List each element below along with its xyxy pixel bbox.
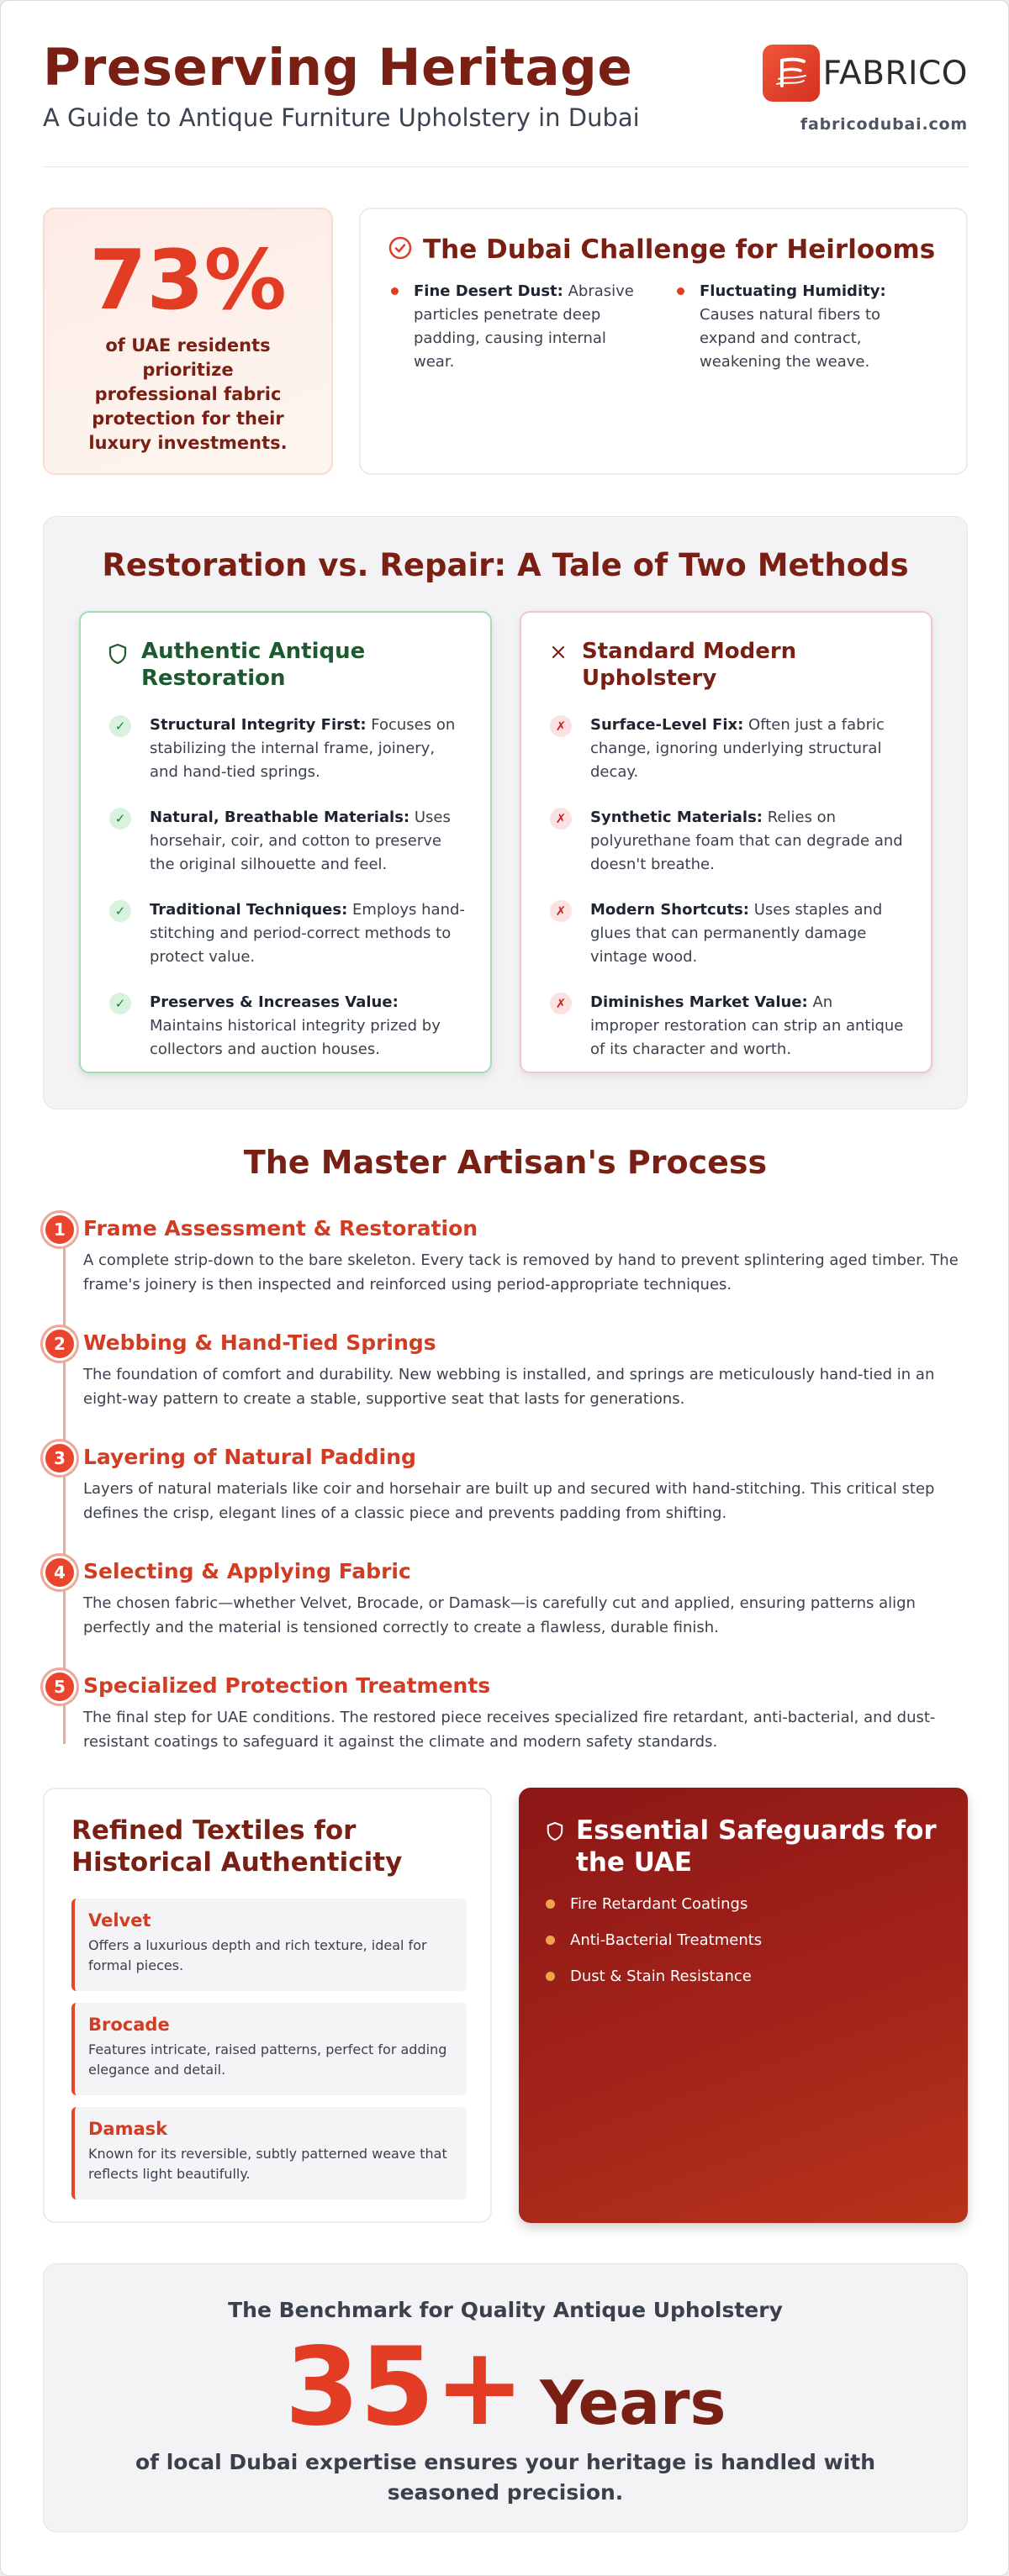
- brand-name: FABRICO: [822, 54, 968, 92]
- stat-text: of UAE residents prioritize professional fabric protection for their luxury investments.: [88, 335, 288, 453]
- bullet-dot: [546, 1899, 555, 1909]
- standard-title: Standard Modern Upholstery: [582, 639, 797, 691]
- fabric-item: [71, 1899, 467, 1991]
- page-subtitle: A Guide to Antique Furniture Upholstery in Dubai: [43, 103, 640, 132]
- fabric-name: Brocade: [88, 2015, 170, 2035]
- list-item: [109, 714, 465, 784]
- check-icon: ✓: [109, 808, 131, 830]
- challenge-item: [677, 280, 929, 374]
- textiles-card: [43, 1788, 492, 2223]
- list-item: [109, 898, 465, 969]
- step-description: Layers of natural materials like coir and horsehair are built up and secured with hand-stitching. This critical step defines the crisp, elegant lines of a classic piece and prevents padding from shifting.: [83, 1480, 935, 1522]
- fabric-description: Known for its reversible, subtly patterned weave that reflects light beautifully.: [88, 2146, 447, 2182]
- benchmark-figure: [44, 2325, 967, 2450]
- item-text: An improper restoration can strip an antique of its character and worth.: [590, 993, 904, 1058]
- process-title: The Master Artisan's Process: [243, 1144, 768, 1181]
- timeline-line: [63, 1230, 66, 1744]
- item-label: Preserves & Increases Value:: [150, 993, 399, 1011]
- x-mark-icon: ✗: [550, 808, 572, 830]
- item-label: Surface-Level Fix:: [590, 716, 744, 734]
- safeguard-item: [546, 1895, 762, 1913]
- x-mark-icon: ✗: [550, 715, 572, 737]
- close-icon: [548, 641, 568, 692]
- benchmark-text: of local Dubai expertise ensures your heritage is handled with seasoned precision.: [135, 2450, 876, 2505]
- item-label: Diminishes Market Value:: [590, 993, 808, 1011]
- step-title: Frame Assessment & Restoration: [83, 1216, 478, 1241]
- fabric-name: Velvet: [88, 1910, 151, 1931]
- page-title: Preserving Heritage: [43, 38, 633, 97]
- fabric-name: Damask: [88, 2119, 168, 2139]
- safeguard-item: [546, 1931, 762, 1949]
- item-label: Traditional Techniques:: [150, 901, 348, 919]
- textiles-title: Refined Textiles for Historical Authenticity: [71, 1815, 403, 1878]
- challenge-item-text: Causes natural fibers to expand and contract, weakening the weave.: [700, 306, 881, 371]
- fabric-description: Features intricate, raised patterns, perfect for adding elegance and detail.: [88, 2041, 447, 2078]
- bullet-dot: [391, 287, 399, 295]
- safeguard-text: Anti-Bacterial Treatments: [570, 1931, 763, 1949]
- step-number: 1: [43, 1213, 77, 1246]
- step-description: The foundation of comfort and durability. New webbing is installed, and springs are meticulously hand-tied in an eight-way pattern to create a stable, supportive seat that lasts for generations.: [83, 1366, 935, 1408]
- step-number: 2: [43, 1327, 77, 1361]
- x-mark-icon: ✗: [550, 900, 572, 922]
- benchmark-heading: The Benchmark for Quality Antique Upholstery: [228, 2298, 783, 2322]
- step-title: Webbing & Hand-Tied Springs: [83, 1330, 436, 1355]
- benchmark-unit: Years: [540, 2368, 726, 2438]
- fabric-item: [71, 2107, 467, 2199]
- fabrico-logo-icon: [763, 45, 820, 102]
- header: [43, 38, 968, 167]
- bullet-dot: [546, 1972, 555, 1981]
- item-label: Synthetic Materials:: [590, 809, 763, 826]
- challenge-item: [391, 280, 643, 374]
- list-item: [550, 806, 906, 877]
- check-icon: ✓: [109, 715, 131, 737]
- item-label: Modern Shortcuts:: [590, 901, 749, 919]
- item-label: Natural, Breathable Materials:: [150, 809, 410, 826]
- item-text: Relies on polyurethane foam that can degrade and doesn't breathe.: [590, 809, 903, 873]
- stat-card: [43, 208, 333, 475]
- step-number: 5: [43, 1670, 77, 1704]
- challenge-item-label: Fluctuating Humidity:: [700, 282, 886, 300]
- item-text: Employs hand-stitching and period-correct methods to protect value.: [150, 901, 465, 966]
- safeguards-card: [519, 1788, 968, 2223]
- step-title: Selecting & Applying Fabric: [83, 1559, 411, 1583]
- challenge-item-text: Abrasive particles penetrate deep padding, causing internal wear.: [414, 282, 634, 371]
- shield-icon: [546, 1821, 564, 1878]
- shield-icon: [108, 643, 128, 692]
- step-description: A complete strip-down to the bare skeleton. Every tack is removed by hand to prevent splintering aged timber. The frame's joinery is then inspected and reinforced using period-appropriate techniques.: [83, 1251, 959, 1293]
- brand-logo: [763, 45, 968, 102]
- comparison-section: [43, 516, 968, 1109]
- item-text: Often just a fabric change, ignoring underlying structural decay.: [590, 716, 885, 781]
- check-icon: ✓: [109, 900, 131, 922]
- list-item: [109, 806, 465, 877]
- step-title: Specialized Protection Treatments: [83, 1673, 491, 1698]
- safeguard-text: Dust & Stain Resistance: [570, 1968, 752, 1985]
- step-description: The final step for UAE conditions. The restored piece receives specialized fire retardant, anti-bacterial, and dust-resistant coatings to safeguard it against the climate and modern safety standards.: [83, 1709, 936, 1751]
- comparison-title: Restoration vs. Repair: A Tale of Two Methods: [102, 547, 909, 583]
- fabric-item: [71, 2003, 467, 2095]
- website-link[interactable]: fabricodubai.com: [800, 115, 968, 134]
- check-circle-icon: [388, 235, 413, 264]
- step-title: Layering of Natural Padding: [83, 1445, 416, 1469]
- safeguards-title: Essential Safeguards for the UAE: [576, 1815, 937, 1878]
- list-item: [550, 991, 906, 1061]
- step-number: 3: [43, 1441, 77, 1475]
- authentic-title: Authentic Antique Restoration: [141, 639, 366, 691]
- list-item: [109, 991, 465, 1061]
- check-icon: ✓: [109, 993, 131, 1014]
- benchmark-section: [43, 2263, 968, 2532]
- item-label: Structural Integrity First:: [150, 716, 367, 734]
- safeguard-item: [546, 1968, 762, 1985]
- challenge-title: The Dubai Challenge for Heirlooms: [423, 234, 936, 265]
- fabric-description: Offers a luxurious depth and rich texture, ideal for formal pieces.: [88, 1937, 427, 1973]
- stat-number: 73%: [89, 233, 287, 329]
- item-text: Maintains historical integrity prized by collectors and auction houses.: [150, 1017, 441, 1058]
- x-mark-icon: ✗: [550, 993, 572, 1014]
- standard-upholstery-card: [520, 611, 932, 1073]
- bullet-dot: [546, 1936, 555, 1945]
- list-item: [550, 714, 906, 784]
- item-text: Focuses on stabilizing the internal frame, joinery, and hand-tied springs.: [150, 716, 456, 781]
- item-text: Uses horsehair, coir, and cotton to preserve the original silhouette and feel.: [150, 809, 451, 873]
- challenge-card: [359, 208, 968, 475]
- item-text: Uses staples and glues that can permanently damage vintage wood.: [590, 901, 883, 966]
- bullet-dot: [677, 287, 684, 295]
- step-description: The chosen fabric—whether Velvet, Brocade, or Damask—is carefully cut and applied, ensuring patterns align perfectly and the material is tensioned correctly to create a flawless, durable finish.: [83, 1594, 916, 1636]
- step-number: 4: [43, 1556, 77, 1589]
- safeguard-text: Fire Retardant Coatings: [570, 1895, 748, 1913]
- challenge-item-label: Fine Desert Dust:: [414, 282, 563, 300]
- list-item: [550, 898, 906, 969]
- benchmark-number: 35+: [284, 2325, 526, 2450]
- authentic-restoration-card: [79, 611, 492, 1073]
